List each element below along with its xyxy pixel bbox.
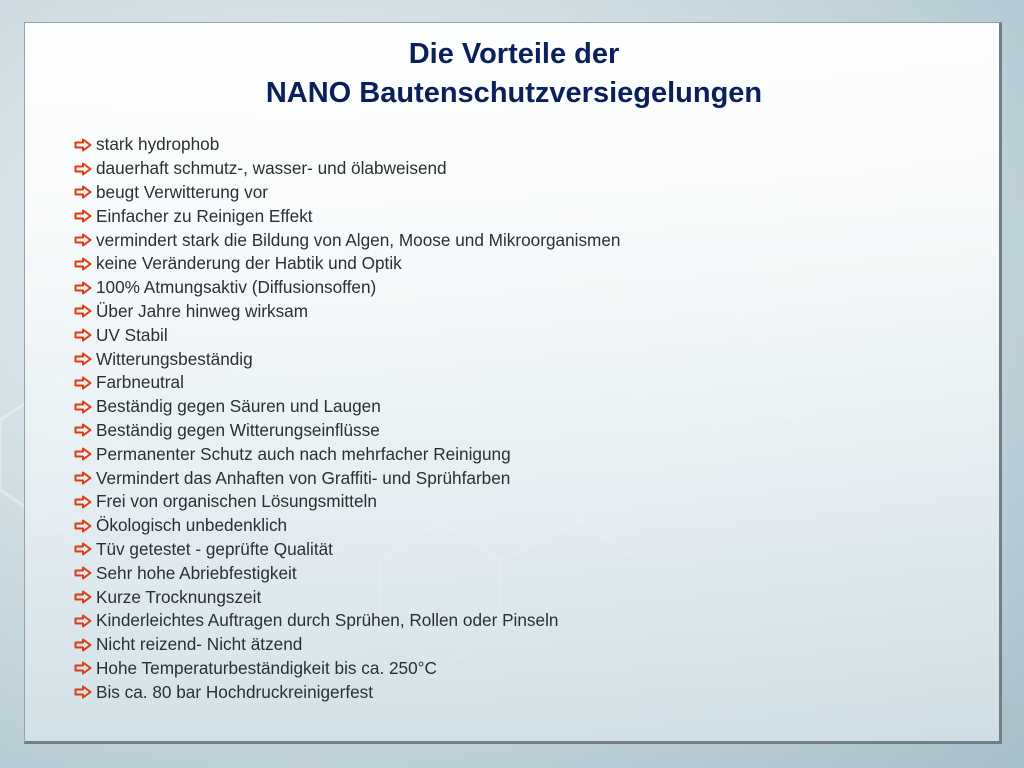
right-arrow-icon [74,376,94,390]
right-arrow-icon [74,519,94,533]
title-line-1: Die Vorteile der [408,38,620,70]
list-item-text: keine Veränderung der Habtik und Optik [96,253,402,274]
list-item-text: Hohe Temperaturbeständigkeit bis ca. 250°C [96,657,437,678]
list-item-text: dauerhaft schmutz-, wasser- und ölabweisend [96,158,447,179]
right-arrow-icon [74,542,94,556]
list-item [74,371,621,395]
right-arrow-icon [74,661,94,675]
list-item-text: Beständig gegen Säuren und Laugen [96,396,381,417]
list-item-text: Ökologisch unbedenklich [96,515,288,536]
slide-title [25,35,1003,113]
right-arrow-icon [74,138,94,152]
list-item-text: Einfacher zu Reinigen Effekt [96,205,313,226]
list-item [74,609,621,633]
list-item [74,252,621,276]
right-arrow-icon [74,185,94,199]
list-item-text: Sehr hohe Abriebfestigkeit [96,562,297,583]
list-item-text: Bis ca. 80 bar Hochdruckreinigerfest [96,681,374,702]
list-item-text: Nicht reizend- Nicht ätzend [96,634,303,655]
list-item [74,585,621,609]
list-item-text: Tüv getestet - geprüfte Qualität [96,538,333,559]
title-line-2: NANO Bautenschutzversiegelungen [265,77,763,109]
right-arrow-icon [74,162,94,176]
right-arrow-icon [74,233,94,247]
right-arrow-icon [74,400,94,414]
list-item-text: Kurze Trocknungszeit [96,586,262,607]
slide-panel [24,22,1002,744]
right-arrow-icon [74,471,94,485]
list-item-text: Farbneutral [96,372,184,393]
list-item [74,561,621,585]
right-arrow-icon [74,352,94,366]
list-item [74,466,621,490]
list-item [74,347,621,371]
list-item [74,633,621,657]
right-arrow-icon [74,447,94,461]
list-item-text: Permanenter Schutz auch nach mehrfacher Reinigung [96,443,511,464]
list-item [74,300,621,324]
list-item [74,442,621,466]
list-item-text: UV Stabil [96,324,168,345]
list-item [74,514,621,538]
list-item-text: Beständig gegen Witterungseinflüsse [96,419,380,440]
right-arrow-icon [74,590,94,604]
list-item-text: vermindert stark die Bildung von Algen, Moose und Mikroorganismen [96,229,621,250]
list-item-text: Kinderleichtes Auftragen durch Sprühen, Rollen oder Pinseln [96,610,559,631]
list-item [74,276,621,300]
list-item [74,395,621,419]
right-arrow-icon [74,685,94,699]
benefits-list [74,133,621,704]
list-item [74,157,621,181]
right-arrow-icon [74,495,94,509]
right-arrow-icon [74,638,94,652]
list-item-text: 100% Atmungsaktiv (Diffusionsoffen) [96,277,377,298]
list-item [74,181,621,205]
list-item [74,228,621,252]
list-item [74,490,621,514]
right-arrow-icon [74,209,94,223]
list-item [74,657,621,681]
list-item [74,323,621,347]
right-arrow-icon [74,328,94,342]
list-item [74,419,621,443]
list-item-text: Witterungsbeständig [96,348,253,369]
list-item-text: stark hydrophob [96,134,220,155]
right-arrow-icon [74,281,94,295]
list-item-text: Über Jahre hinweg wirksam [96,300,309,321]
list-item-text: Vermindert das Anhaften von Graffiti- und Sprühfarben [96,467,511,488]
list-item [74,538,621,562]
right-arrow-icon [74,614,94,628]
list-item [74,680,621,704]
right-arrow-icon [74,304,94,318]
list-item [74,204,621,228]
right-arrow-icon [74,257,94,271]
list-item [74,133,621,157]
right-arrow-icon [74,423,94,437]
list-item-text: beugt Verwitterung vor [96,181,268,202]
list-item-text: Frei von organischen Lösungsmitteln [96,491,377,512]
right-arrow-icon [74,566,94,580]
